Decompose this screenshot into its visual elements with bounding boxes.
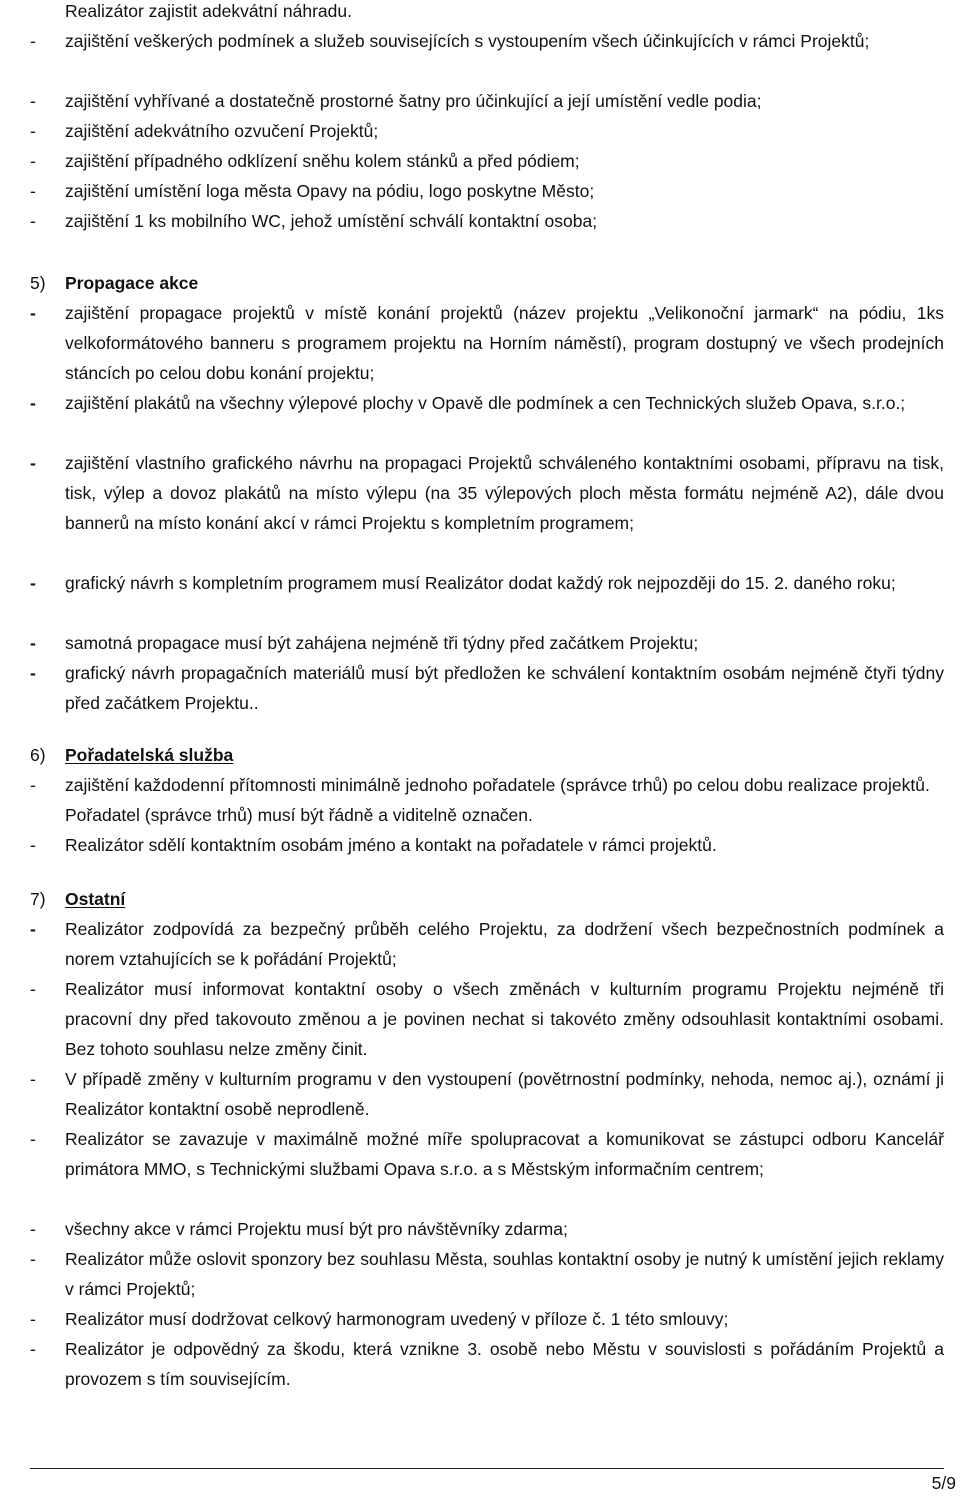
intro-line: Realizátor zajistit adekvátní náhradu. <box>65 1 352 21</box>
list-item <box>30 206 944 236</box>
section-number: 7) <box>30 889 46 909</box>
list-item <box>30 568 944 598</box>
list-item-text: zajištění každodenní přítomnosti minimálně jednoho pořadatele (správce trhů) po celou dobu realizace projektů. Pořadatel (správce trhů) musí být řádně a viditelně označen. <box>65 775 930 825</box>
page-number: 5/9 <box>931 1473 956 1493</box>
list-item <box>30 448 944 538</box>
list-item-text: Realizátor musí dodržovat celkový harmonogram uvedený v příloze č. 1 této smlouvy; <box>65 1309 729 1329</box>
list-item <box>30 658 944 718</box>
list-item-text: Realizátor je odpovědný za škodu, která vznikne 3. osobě nebo Městu v souvislosti s pořádáním Projektů a provozem s tím souvisejícím. <box>65 1339 944 1389</box>
list-item <box>30 1244 944 1304</box>
list-item-text: grafický návrh s kompletním programem musí Realizátor dodat každý rok nejpozději do 15. 2. daného roku; <box>65 573 896 593</box>
list-dash: - <box>30 663 36 683</box>
list-dash: - <box>30 91 36 111</box>
list-item-text: Realizátor zodpovídá za bezpečný průběh celého Projektu, za dodržení všech bezpečnostních podmínek a norem vztahujících se k pořádání Projektů; <box>65 919 944 969</box>
list-item-text: zajištění veškerých podmínek a služeb souvisejících s vystoupením všech účinkujících v rámci Projektů; <box>65 31 870 51</box>
list-item-text: všechny akce v rámci Projektu musí být pro návštěvníky zdarma; <box>65 1219 568 1239</box>
list-dash: - <box>30 1309 36 1329</box>
section-number: 6) <box>30 745 46 765</box>
list-dash: - <box>30 1339 36 1359</box>
list-item <box>30 86 944 116</box>
list-item <box>30 146 944 176</box>
section-heading-7 <box>30 884 125 914</box>
list-item <box>30 770 944 830</box>
section-heading-6 <box>30 740 233 770</box>
list-item-text: zajištění umístění loga města Opavy na pódiu, logo poskytne Město; <box>65 181 595 201</box>
list-item-text: grafický návrh propagačních materiálů musí být předložen ke schválení kontaktním osobám nejméně čtyři týdny před začátkem Projektu.. <box>65 663 944 713</box>
list-item-text: zajištění 1 ks mobilního WC, jehož umístění schválí kontaktní osoba; <box>65 211 598 231</box>
list-dash: - <box>30 1249 36 1269</box>
footer-divider <box>30 1468 944 1469</box>
list-dash: - <box>30 573 36 593</box>
list-dash: - <box>30 393 36 413</box>
list-item-text: zajištění vyhřívané a dostatečně prostorné šatny pro účinkující a její umístění vedle podia; <box>65 91 762 111</box>
list-item <box>30 628 944 658</box>
list-dash: - <box>30 121 36 141</box>
list-item-text: zajištění adekvátního ozvučení Projektů; <box>65 121 379 141</box>
section-title: Pořadatelská služba <box>65 745 234 765</box>
list-item <box>30 1334 944 1394</box>
list-dash: - <box>30 303 36 323</box>
list-dash: - <box>30 979 36 999</box>
list-item <box>30 830 944 860</box>
list-item-text: Realizátor může oslovit sponzory bez souhlasu Města, souhlas kontaktní osoby je nutný k umístění jejich reklamy v rámci Projektů; <box>65 1249 944 1299</box>
list-dash: - <box>30 31 36 51</box>
list-item-text: Realizátor se zavazuje v maximálně možné míře spolupracovat a komunikovat se zástupci odboru Kancelář primátora MMO, s Technickými službami Opava s.r.o. a s Městským informačním centrem; <box>65 1129 944 1179</box>
list-dash: - <box>30 775 36 795</box>
list-item-text: Realizátor sdělí kontaktním osobám jméno a kontakt na pořadatele v rámci projektů. <box>65 835 717 855</box>
list-item <box>30 1064 944 1124</box>
list-item <box>30 176 944 206</box>
list-dash: - <box>30 181 36 201</box>
list-dash: - <box>30 1069 36 1089</box>
list-dash: - <box>30 151 36 171</box>
section-number: 5) <box>30 273 46 293</box>
list-dash: - <box>30 1219 36 1239</box>
list-item-text: Realizátor musí informovat kontaktní osoby o všech změnách v kulturním programu Projektu nejméně tři pracovní dny před takovouto změnou a je povinen nechat si takovéto změny odsouhlasit kontaktními osobami. Bez tohoto souhlasu nelze změny činit. <box>65 979 944 1059</box>
list-item <box>30 26 944 56</box>
list-item <box>30 1124 944 1184</box>
list-dash: - <box>30 835 36 855</box>
list-item <box>30 388 944 418</box>
list-dash: - <box>30 919 36 939</box>
list-item <box>30 974 944 1064</box>
list-item-text: zajištění případného odklízení sněhu kolem stánků a před pódiem; <box>65 151 580 171</box>
list-item <box>30 914 944 974</box>
list-dash: - <box>30 453 36 473</box>
list-dash: - <box>30 1129 36 1149</box>
list-item-text: zajištění vlastního grafického návrhu na propagaci Projektů schváleného kontaktními osobami, přípravu na tisk, tisk, výlep a dovoz plakátů na místo výlepu (na 35 výlepových ploch města formátu nejméně A2), dále dvou bannerů na místo konání akcí v rámci Projektu s kompletním programem; <box>65 453 944 533</box>
list-item-text: zajištění propagace projektů v místě konání projektů (název projektu „Velikonoční jarmark“ na pódiu, 1ks velkoformátového banneru s programem projektu na Horním náměstí), program dostupný ve všech prodejních stáncích po celou dobu konání projektu; <box>65 303 944 383</box>
list-item-text: zajištění plakátů na všechny výlepové plochy v Opavě dle podmínek a cen Technických služeb Opava, s.r.o.; <box>65 393 906 413</box>
section-title: Propagace akce <box>65 273 199 293</box>
list-item <box>30 1214 944 1244</box>
list-item-text: samotná propagace musí být zahájena nejméně tři týdny před začátkem Projektu; <box>65 633 699 653</box>
list-dash: - <box>30 211 36 231</box>
section-title: Ostatní <box>65 889 126 909</box>
list-item <box>30 1304 944 1334</box>
list-dash: - <box>30 633 36 653</box>
list-item <box>30 298 944 388</box>
section-heading-5 <box>30 268 198 298</box>
list-item <box>30 116 944 146</box>
list-item-text: V případě změny v kulturním programu v den vystoupení (povětrnostní podmínky, nehoda, nemoc aj.), oznámí ji Realizátor kontaktní osobě neprodleně. <box>65 1069 944 1119</box>
